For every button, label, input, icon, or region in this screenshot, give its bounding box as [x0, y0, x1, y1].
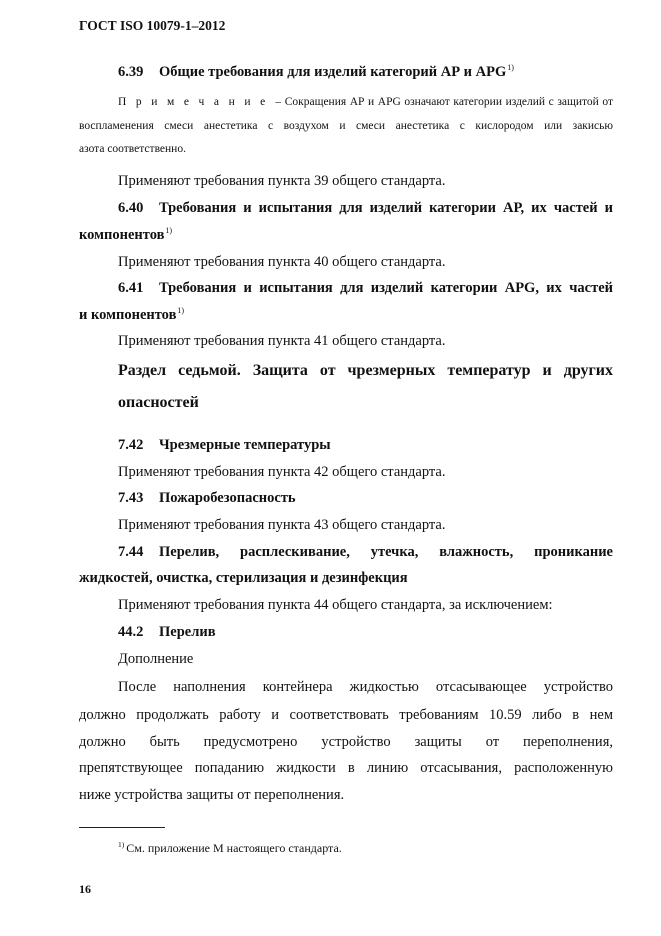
- note-text: – Сокращения АР и APG означают категории изделий с защитой от: [275, 96, 614, 108]
- page-number: 16: [79, 882, 91, 896]
- note-line-2: воспламенения смеси анестетика с воздухом и смеси анестетика с кислородом или закисью: [79, 120, 613, 132]
- paragraph-42: Применяют требования пункта 42 общего стандарта.: [118, 464, 446, 480]
- paragraph-39: Применяют требования пункта 39 общего стандарта.: [118, 173, 446, 189]
- section-7-title-line-1: Раздел седьмой. Защита от чрезмерных температур и других: [118, 362, 613, 379]
- paragraph-43: Применяют требования пункта 43 общего стандарта.: [118, 517, 446, 533]
- section-7-title-line-2: опасностей: [118, 394, 199, 411]
- heading-7-42: [118, 437, 331, 454]
- heading-title: Пожаробезопасность: [159, 490, 296, 506]
- heading-number: 7.44: [118, 544, 144, 560]
- heading-title: Перелив, расплескивание, утечка, влажность, проникание: [159, 544, 613, 560]
- paragraph-40: Применяют требования пункта 40 общего стандарта.: [118, 254, 446, 270]
- heading-title: Перелив: [159, 624, 216, 640]
- para-line-4: препятствующее попаданию жидкости в линию отсасывания, расположенную: [79, 760, 613, 776]
- footnote: [118, 840, 342, 856]
- heading-number: 6.39: [118, 64, 144, 80]
- paragraph-44: Применяют требования пункта 44 общего стандарта, за исключением:: [118, 597, 553, 613]
- paragraph-41: Применяют требования пункта 41 общего стандарта.: [118, 333, 446, 349]
- footnote-text: См. приложение М настоящего стандарта.: [126, 841, 342, 855]
- heading-7-44-line-1: [118, 544, 613, 561]
- footnote-ref: 1): [507, 63, 514, 72]
- heading-title-cont: компонентов: [79, 227, 165, 243]
- para-line-3: должно быть предусмотрено устройство защиты от переполнения,: [79, 734, 613, 750]
- para-line-2: должно продолжать работу и соответствовать требованиям 10.59 либо в нем: [79, 707, 613, 723]
- heading-44-2: [118, 624, 216, 641]
- heading-title: Требования и испытания для изделий категории АР, их частей и: [159, 200, 613, 216]
- heading-title: Чрезмерные температуры: [159, 437, 331, 453]
- para-line-5: ниже устройства защиты от переполнения.: [79, 787, 345, 803]
- heading-7-43: [118, 490, 296, 507]
- heading-7-44-line-2: жидкостей, очистка, стерилизация и дезинфекция: [79, 570, 408, 586]
- heading-6-40-line-2: [79, 226, 172, 244]
- note-label: П р и м е ч а н и е: [118, 96, 269, 108]
- footnote-ref: 1): [165, 226, 173, 235]
- footnote-ref: 1): [177, 306, 185, 315]
- heading-title-cont: и компонентов: [79, 307, 177, 323]
- note-line-1: [118, 96, 613, 108]
- document-header: ГОСТ ISO 10079-1–2012: [79, 18, 226, 33]
- para-line-1: После наполнения контейнера жидкостью отсасывающее устройство: [118, 679, 613, 695]
- heading-number: 7.42: [118, 437, 144, 453]
- heading-number: 7.43: [118, 490, 144, 506]
- addition-label: Дополнение: [118, 651, 194, 667]
- heading-number: 6.40: [118, 200, 144, 216]
- heading-6-41-line-2: [79, 306, 184, 324]
- heading-title: Требования и испытания для изделий категории APG, их частей: [159, 280, 613, 296]
- heading-number: 44.2: [118, 624, 144, 640]
- footnote-rule: [79, 827, 165, 828]
- footnote-marker: 1): [118, 840, 125, 849]
- heading-title: Общие требования для изделий категорий АР и APG: [159, 64, 507, 80]
- heading-6-41-line-1: [118, 280, 613, 297]
- heading-number: 6.41: [118, 280, 144, 296]
- heading-6-40-line-1: [118, 200, 613, 217]
- note-line-3: азота соответственно.: [79, 143, 186, 155]
- heading-6-39: [118, 63, 514, 81]
